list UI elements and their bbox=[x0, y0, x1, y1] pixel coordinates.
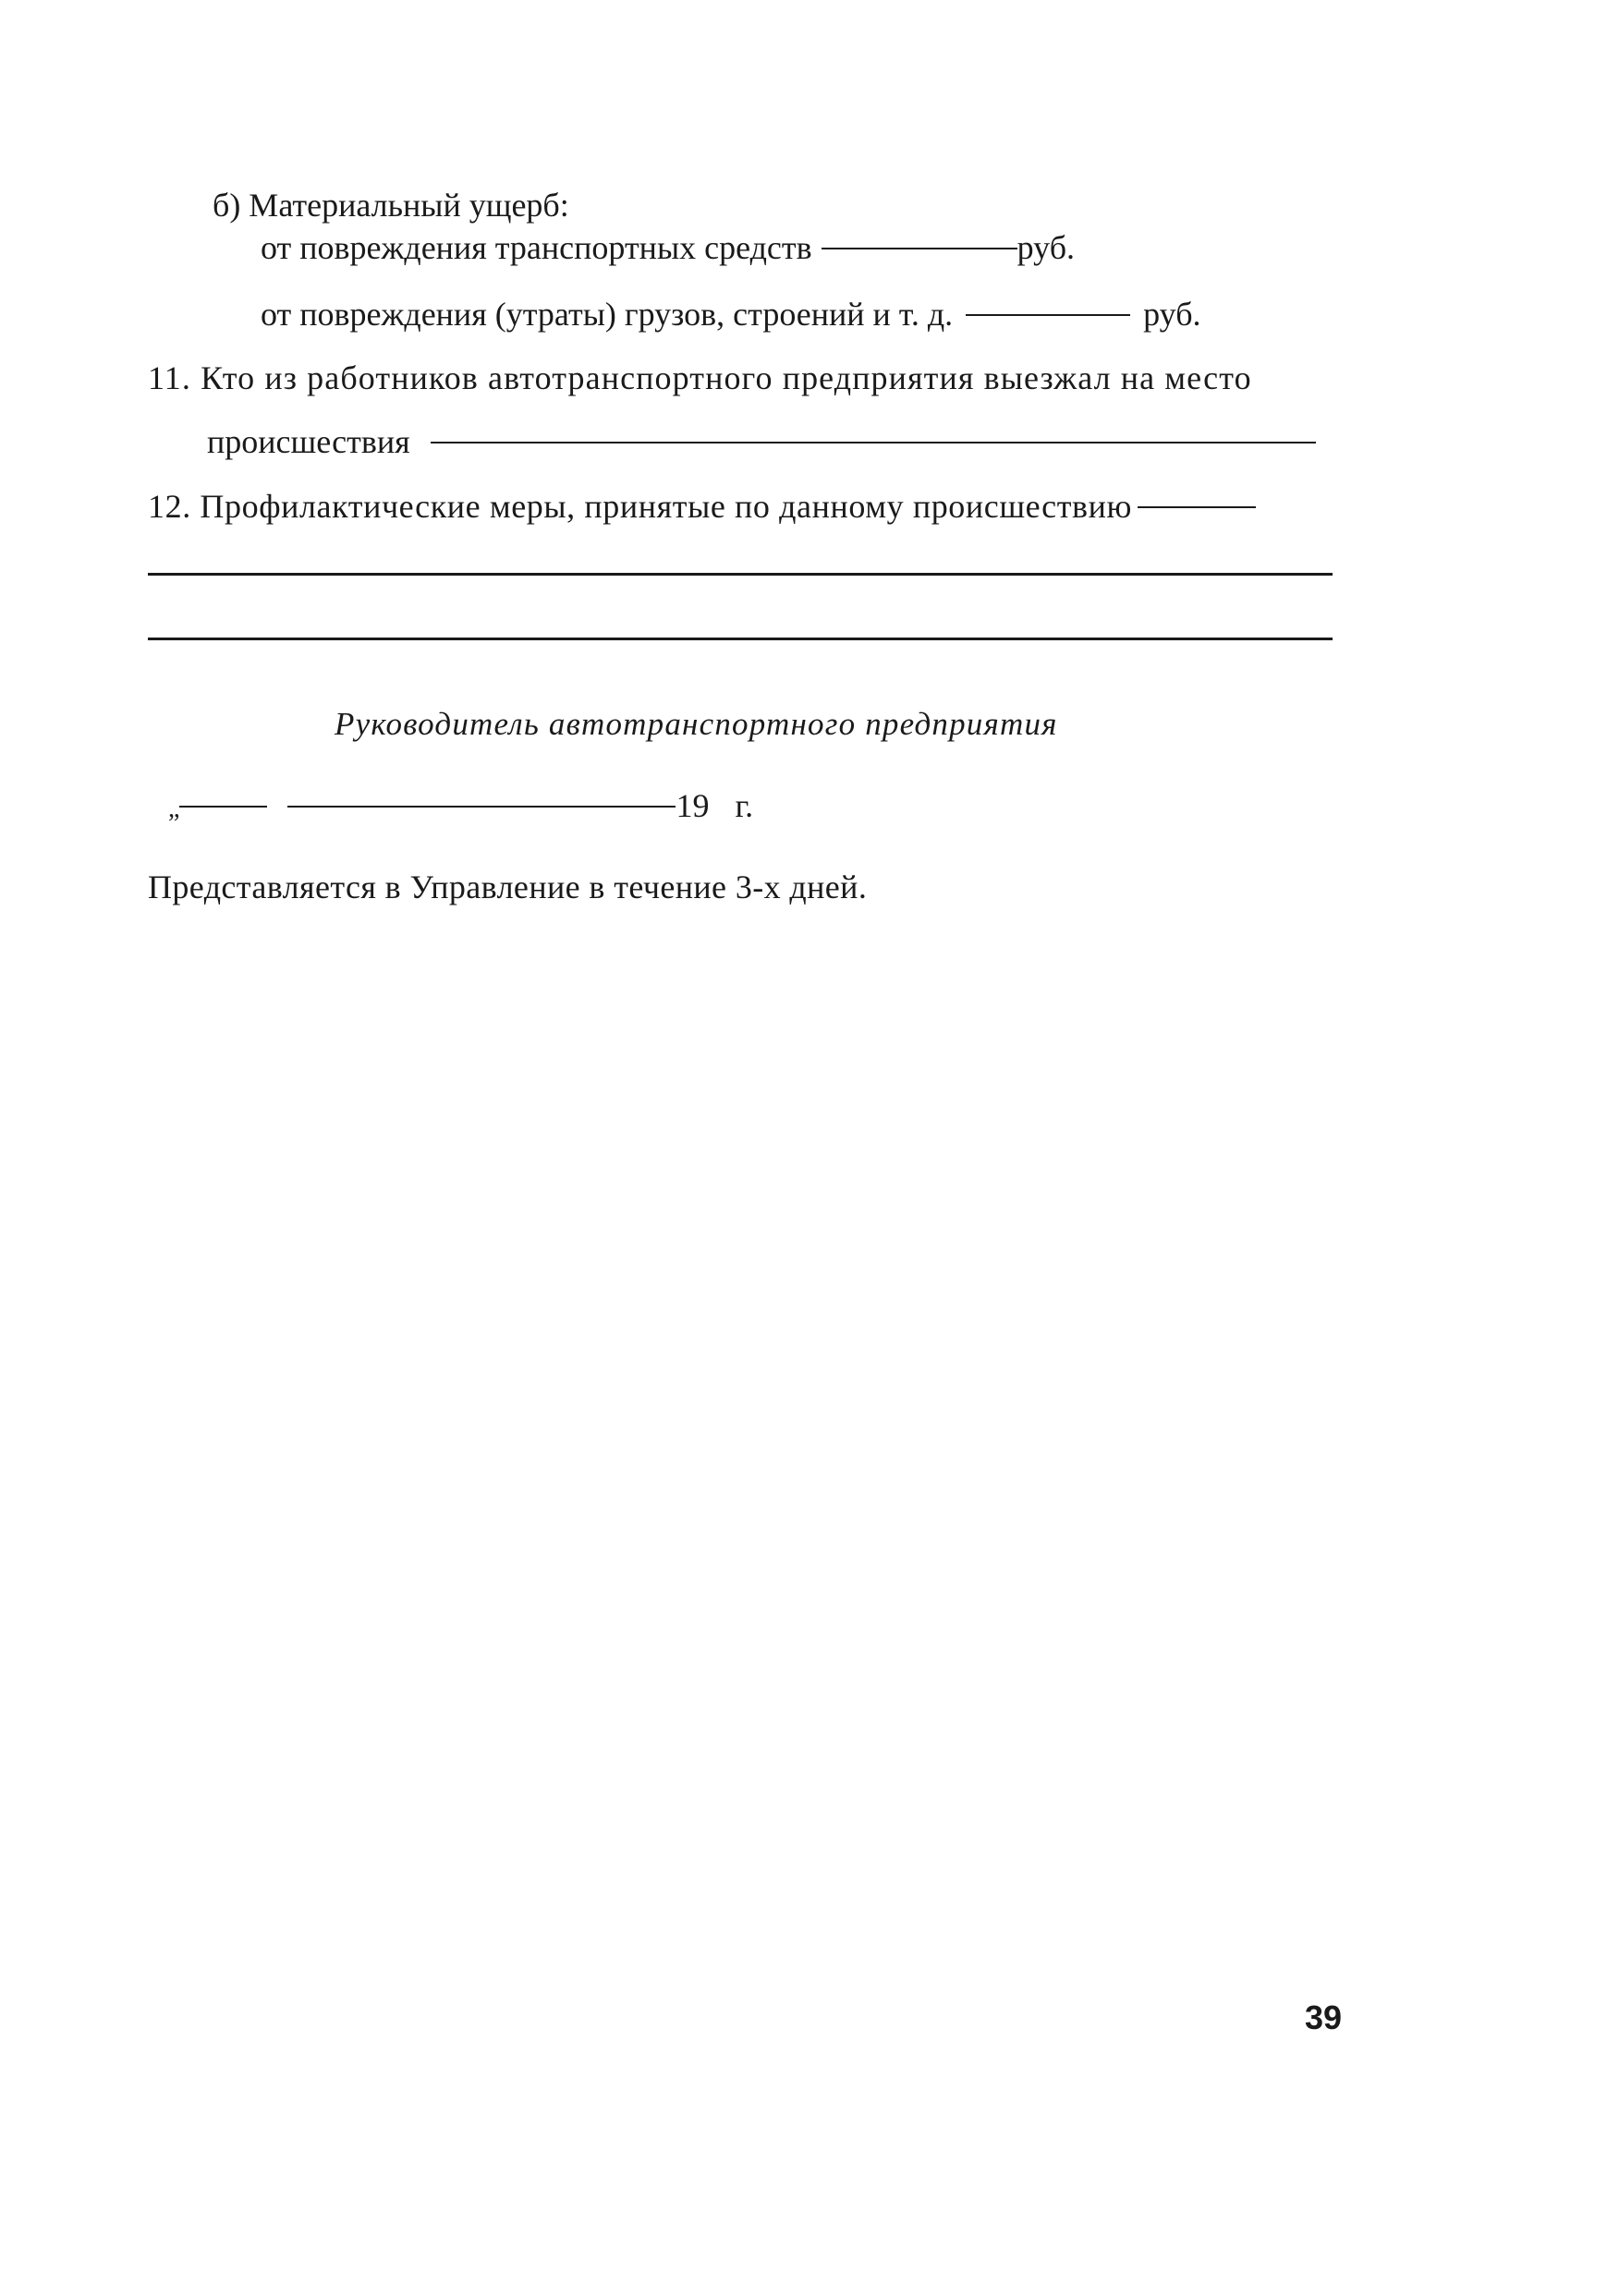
date-year-prefix: 19 bbox=[676, 787, 710, 824]
date-day-blank[interactable] bbox=[179, 806, 267, 808]
signature-title bbox=[335, 704, 1058, 745]
item-11-blank[interactable] bbox=[431, 442, 1316, 443]
section-b-heading-text: б) Материальный ущерб: bbox=[213, 187, 569, 224]
item-12-blank-line-2[interactable] bbox=[148, 638, 1333, 640]
item-12-text: 12. Профилактические меры, принятые по данному происшествию bbox=[148, 488, 1133, 525]
date-month-blank[interactable] bbox=[287, 806, 676, 808]
page-number: 39 bbox=[1305, 1998, 1343, 2036]
cargo-damage-label: от повреждения (утраты) грузов, строений и т. д. bbox=[261, 296, 954, 333]
transport-damage-unit: руб. bbox=[1017, 229, 1076, 266]
cargo-damage-line bbox=[261, 294, 1201, 334]
cargo-damage-blank[interactable] bbox=[966, 314, 1130, 316]
item-12-blank[interactable] bbox=[1138, 506, 1256, 508]
item-12-line bbox=[148, 486, 1256, 527]
signature-date-line bbox=[168, 785, 753, 830]
date-quote-mark: „ bbox=[168, 795, 180, 823]
item-12-blank-line-1[interactable] bbox=[148, 573, 1333, 576]
date-year-suffix: г. bbox=[735, 787, 754, 824]
item-11-continuation-text: происшествия bbox=[207, 423, 410, 460]
item-11-line bbox=[148, 358, 1252, 398]
section-b-heading bbox=[213, 185, 569, 225]
footer-note bbox=[148, 867, 867, 907]
footer-note-text: Представляется в Управление в течение 3-х дней. bbox=[148, 869, 868, 905]
transport-damage-line bbox=[261, 227, 1075, 268]
signature-title-text: Руководитель автотранспортного предприятия bbox=[335, 706, 1058, 742]
item-11-text: 11. Кто из работников автотранспортного предприятия выезжал на место bbox=[148, 359, 1252, 396]
cargo-damage-unit: руб. bbox=[1143, 296, 1201, 333]
transport-damage-label: от повреждения транспортных средств bbox=[261, 229, 812, 266]
transport-damage-blank[interactable] bbox=[822, 248, 1017, 249]
item-11-continuation bbox=[207, 421, 1316, 462]
